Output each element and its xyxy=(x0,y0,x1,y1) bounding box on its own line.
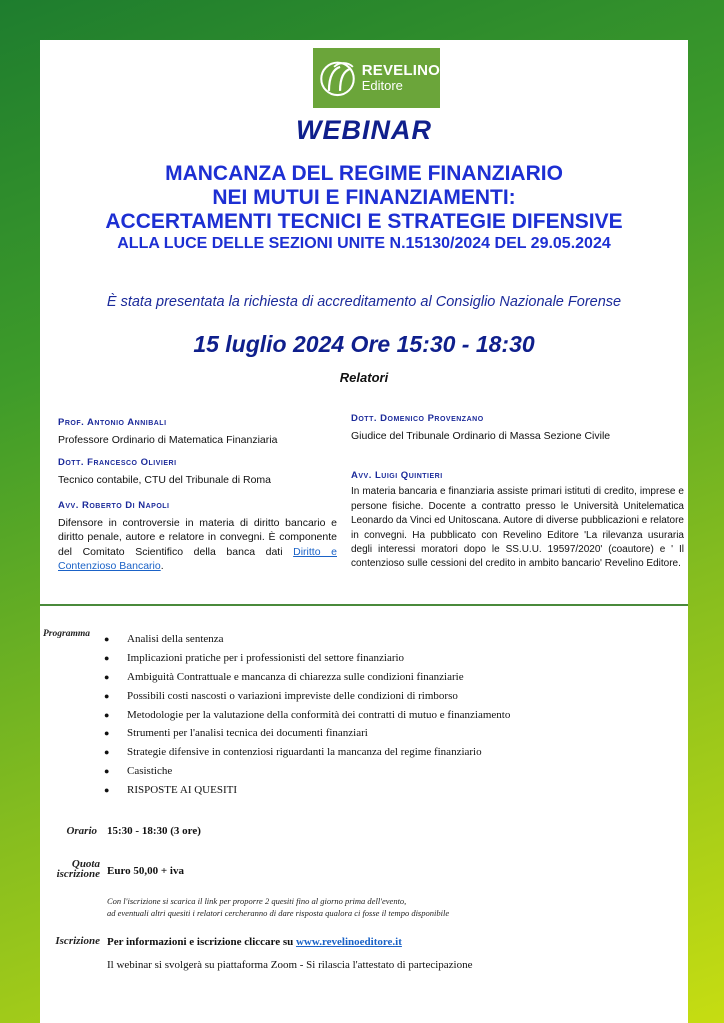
list-item xyxy=(103,762,510,781)
iscrizione-text: Per informazioni e iscrizione cliccare su xyxy=(107,936,296,948)
speaker-quintieri xyxy=(351,469,684,572)
bullet-icon: ● xyxy=(104,690,110,701)
list-item-text: Possibili costi nascosti o variazioni impreviste delle condizioni di rimborso xyxy=(127,689,458,702)
speaker-name: Avv. Luigi Quintieri xyxy=(351,470,443,481)
section-divider xyxy=(40,604,688,606)
programma-list xyxy=(103,630,510,800)
quota-label xyxy=(40,859,100,879)
list-item-text: Implicazioni pratiche per i professionisti del settore finanziario xyxy=(127,651,405,664)
title-line-4: ALLA LUCE DELLE SEZIONI UNITE N.15130/2024 DEL 29.05.2024 xyxy=(117,235,611,252)
flyer-page xyxy=(40,40,688,1023)
list-item-text: RISPOSTE AI QUESITI xyxy=(127,784,238,797)
title-line-1: MANCANZA DEL REGIME FINANZIARIO xyxy=(165,162,563,185)
list-item xyxy=(103,630,510,649)
list-item xyxy=(103,649,510,668)
programma-label: Programma xyxy=(43,629,90,639)
revelino-logo xyxy=(313,48,440,108)
list-item xyxy=(103,781,510,800)
orario-label: Orario xyxy=(66,825,97,837)
speaker-description: Tecnico contabile, CTU del Tribunale di Roma xyxy=(58,473,272,486)
quesiti-note xyxy=(107,896,449,919)
quota-label-line-1: Quota xyxy=(71,858,100,870)
iscrizione-label: Iscrizione xyxy=(55,935,100,947)
note-line-1: Con l'iscrizione si scarica il link per proporre 2 quesiti fino al giorno prima dell'evento, xyxy=(107,896,407,906)
quota-label-line-2: iscrizione xyxy=(56,868,100,880)
list-item xyxy=(103,706,510,725)
bullet-icon: ● xyxy=(104,747,110,758)
speaker-di-napoli xyxy=(58,499,337,574)
webinar-heading: WEBINAR xyxy=(296,115,432,145)
speaker-description xyxy=(58,516,337,574)
speaker-description: Giudice del Tribunale Ordinario di Massa Sezione Civile xyxy=(351,429,611,442)
title-line-2: NEI MUTUI E FINANZIAMENTI: xyxy=(212,186,516,209)
speaker-description: Professore Ordinario di Matematica Finanziaria xyxy=(58,433,278,446)
bullet-icon: ● xyxy=(104,634,110,644)
list-item-text: Analisi della sentenza xyxy=(127,633,224,645)
logo-name: REVELINO xyxy=(361,62,440,80)
logo-subtitle: Editore xyxy=(361,78,403,94)
list-item xyxy=(103,724,510,743)
bullet-icon: ● xyxy=(104,652,110,663)
list-item xyxy=(103,668,510,687)
orario-value: 15:30 - 18:30 (3 ore) xyxy=(107,825,201,837)
list-item-text: Strumenti per l'analisi tecnica dei documenti finanziari xyxy=(127,727,368,740)
bullet-icon: ● xyxy=(104,671,110,682)
speaker-annibali xyxy=(58,416,338,447)
speakers-heading: Relatori xyxy=(339,370,389,385)
event-title xyxy=(40,162,688,254)
speaker-name: Prof. Antonio Annibali xyxy=(58,417,167,428)
quota-value: Euro 50,00 + iva xyxy=(107,865,184,877)
speaker-name: Avv. Roberto Di Napoli xyxy=(58,500,170,511)
list-item-text: Casistiche xyxy=(127,765,173,778)
list-item-text: Ambiguità Contrattuale e mancanza di chiarezza sulle condizioni finanziarie xyxy=(127,670,464,683)
list-item xyxy=(103,743,510,762)
website-link[interactable]: www.revelinoeditore.it xyxy=(295,936,402,948)
speaker-desc-text: Difensore in controversie in materia di diritto bancario e diritto penale, autore e relatore in convegni. È componente del Comitato Scientifico della banca dati xyxy=(58,516,337,558)
accreditation-note: È stata presentata la richiesta di accreditamento al Consiglio Nazionale Forense xyxy=(106,294,622,310)
bullet-icon: ● xyxy=(104,728,110,739)
logo-wordmark xyxy=(362,63,440,92)
leaf-icon xyxy=(317,53,360,103)
list-item-text: Metodologie per la valutazione della conformità dei contratti di mutuo e finanziamento xyxy=(127,708,511,721)
zoom-note: Il webinar si svolgerà su piattaforma Zoom - Si rilascia l'attestato di partecipazione xyxy=(107,959,473,971)
speaker-desc-end: . xyxy=(160,560,164,573)
banca-dati-link[interactable]: Diritto e Contenzioso Bancario xyxy=(58,545,337,573)
title-line-3: ACCERTAMENTI TECNICI E STRATEGIE DIFENSIVE xyxy=(105,210,623,233)
speaker-olivieri xyxy=(58,456,338,487)
speaker-provenzano xyxy=(351,412,684,443)
list-item xyxy=(103,687,510,706)
speaker-name: Dott. Francesco Olivieri xyxy=(58,457,177,468)
bullet-icon: ● xyxy=(104,709,110,720)
speaker-description: In materia bancaria e finanziaria assiste primari istituti di credito, imprese e persone fisiche. Docente a contratto presso le Università Unitelematica Leonardo da Vinci ed Unitoscana. Autore di diverse pubblicazioni e relatore in convegni. Ha pubblicato con Revelino Editore 'La rilevanza usuraria degli interessi moratori dopo le SS.U.U. 19597/2020' (coautore) e ' Il contenzioso sulle cessioni del credito in ambito bancario' Revelino Editore. xyxy=(351,486,684,570)
event-date: 15 luglio 2024 Ore 15:30 - 18:30 xyxy=(193,331,535,357)
note-line-2: ad eventuali altri quesiti i relatori cercheranno di dare risposta qualora ci fosse il tempo disponibile xyxy=(107,907,450,918)
iscrizione-info xyxy=(107,936,402,948)
bullet-icon: ● xyxy=(104,785,110,796)
bullet-icon: ● xyxy=(104,766,110,777)
speaker-name: Dott. Domenico Provenzano xyxy=(351,413,484,424)
list-item-text: Strategie difensive in contenziosi riguardanti la mancanza del regime finanziario xyxy=(127,746,482,759)
